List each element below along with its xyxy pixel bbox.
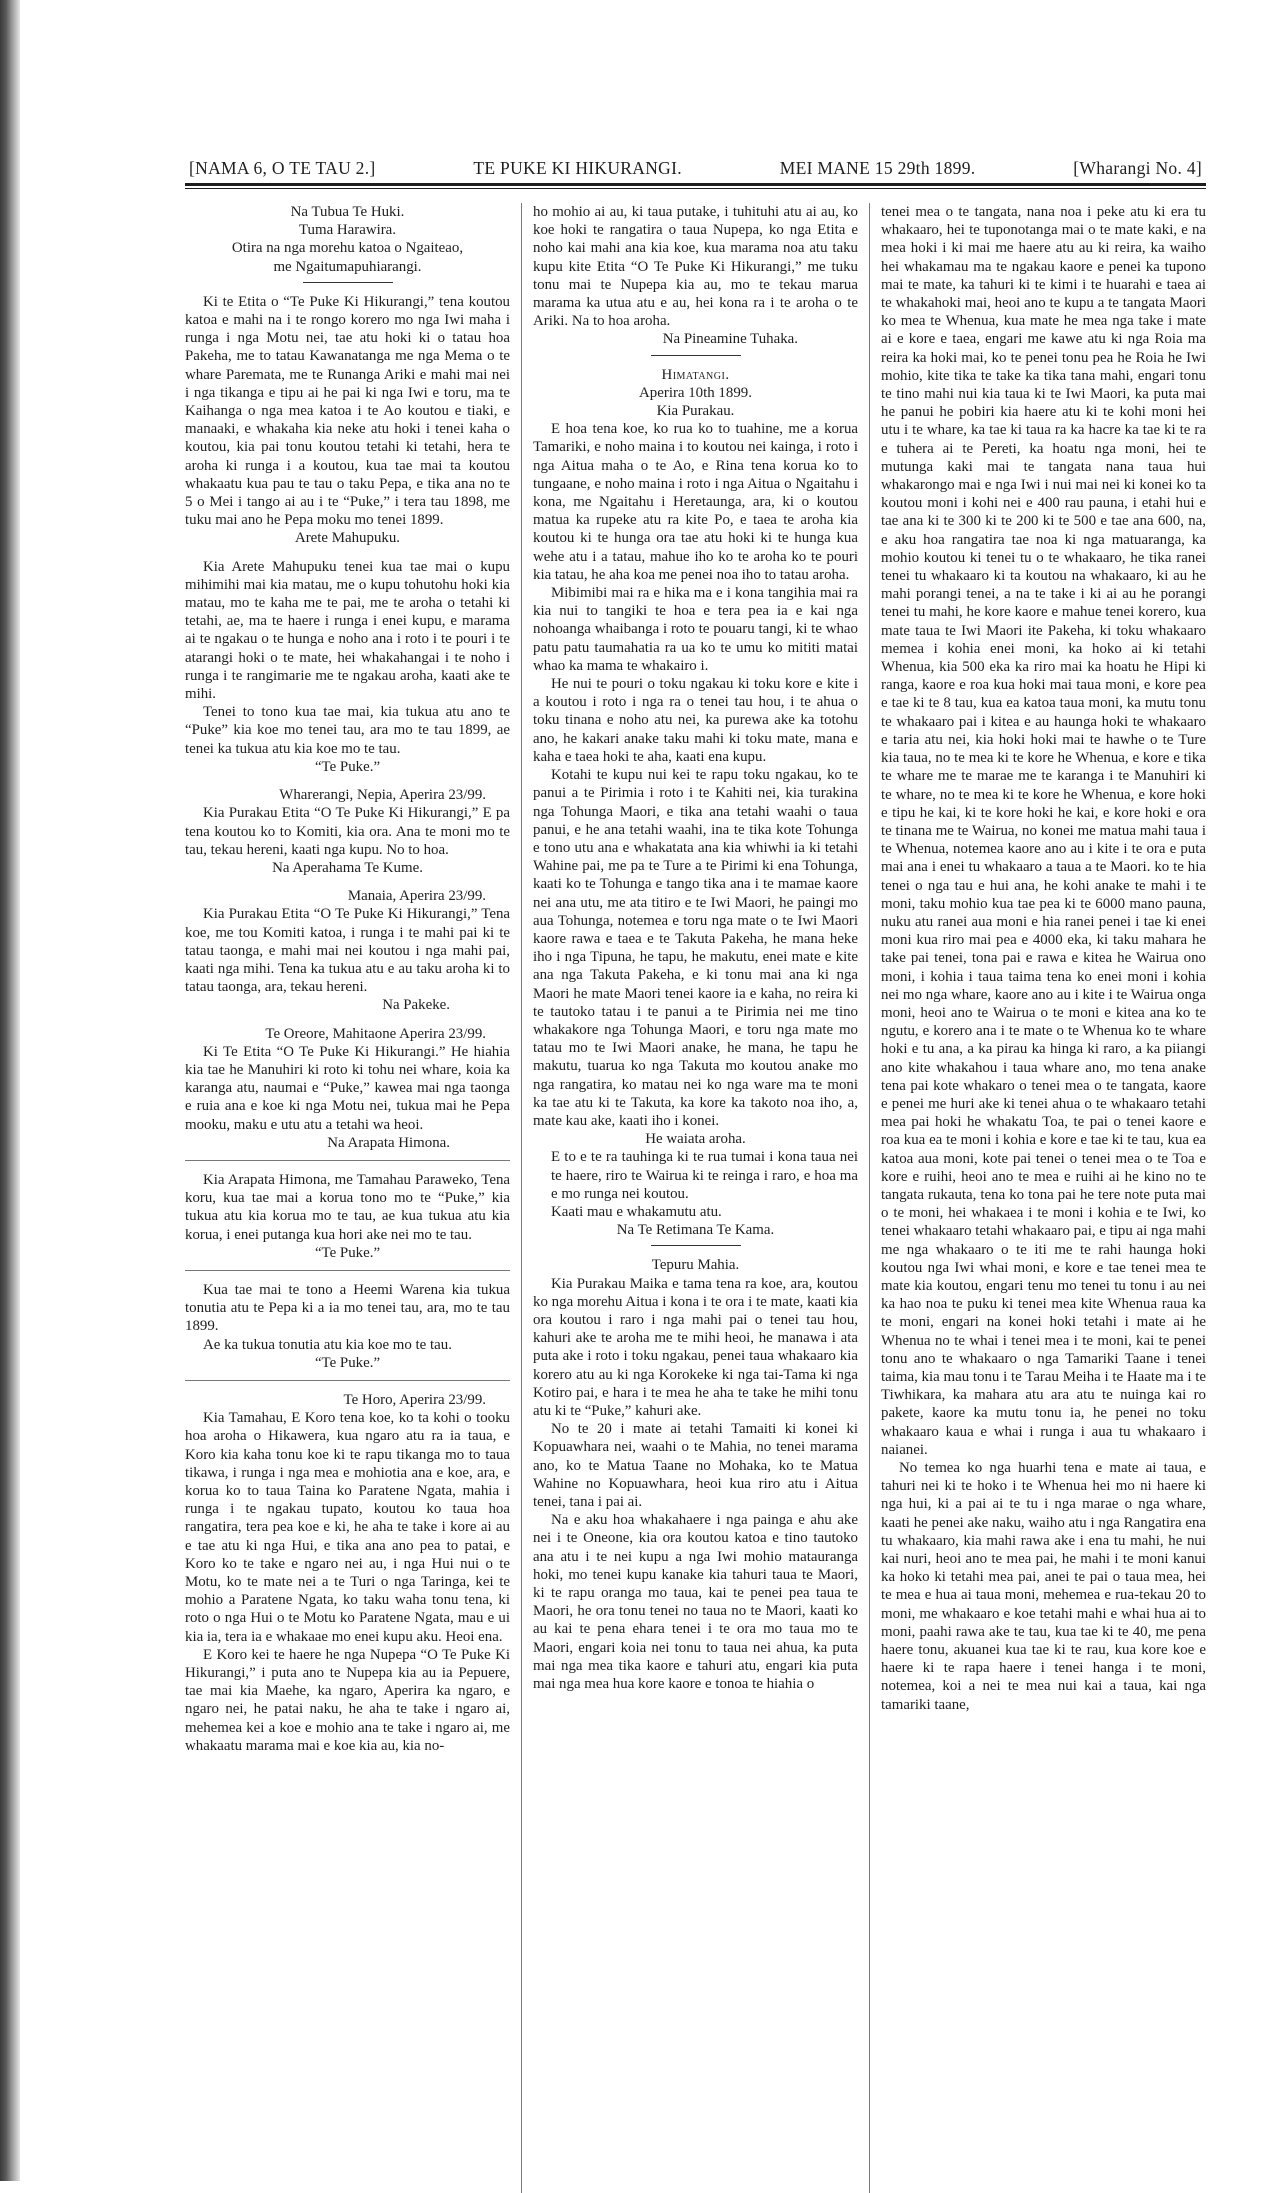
letter-signature: Arete Mahupuku.	[294, 530, 401, 547]
reply-body: Kia Arapata Himona, me Tamahau Paraweko, Tena koru, kua tae mai a korua tono mo te “Puke,” kia tukua atu kia korua mo te tau, ae kua tukua atu kia korua, i enei putanga kua hori ake nei mo te tau.	[185, 1171, 510, 1243]
column-rule	[510, 203, 533, 1755]
letter-signature: Na Pineamine Tuhaka.	[662, 331, 798, 348]
binding-edge	[0, 0, 20, 2181]
page-header	[185, 158, 1206, 181]
column-2	[533, 203, 858, 1755]
page-number: [Wharangi No. 4]	[1073, 158, 1202, 178]
reply-body: Kia Arete Mahupuku tenei kua tae mai o kupu mihimihi mai kia matau, me o kupu tohutohu hoki kia matau, mo te kaha me te pai, me te aroha o tetahi ki tetahi, ae, ma te haere i runga i enei kupu, e marama ai te ngakau o te hunga e noho ana i roto i te pouri i te atarangi hoki o te mate, hei whakahangai i te noho i runga i te rangimarie me te ngakau aroha, kaati ake te mihi.	[185, 558, 510, 703]
letter-signature: Na Pakeke.	[382, 997, 450, 1014]
separator	[651, 1245, 741, 1246]
separator	[185, 1270, 510, 1271]
letter-place: Wharerangi, Nepia, Aperira 23/99.	[279, 787, 486, 804]
column-rule	[858, 203, 881, 1755]
letter-body: Ki Te Etita “O Te Puke Ki Hikurangi.” He hiahia kia tae he Manuhiri ki roto ki tohu nei whare, koia ka karanga atu, naumai e “Puke,” kawea mai nga taonga e ruia ana e koe ki nga Motu nei, tukua mai he Pepa mooku, maku e utu atu a tetahi wa heoi.	[185, 1043, 510, 1133]
letter-body: Kia Purakau Etita “O Te Puke Ki Hikurangi,” Tena koe, me tou Komiti katoa, i runga i te mahi pai ki te tatau taonga, e mahi mai nei koutou i nga mahi pai, kaati nga mihi. Tena ka tukua atu e au taku aroha ki to tatau taonga, ara, tekau hereni.	[185, 906, 510, 996]
separator	[651, 355, 741, 356]
letter-signature: Na Te Retimana Te Kama.	[616, 1222, 775, 1239]
header-rule-thin	[185, 188, 1206, 189]
letter-place: Tepuru Mahia.	[651, 1257, 740, 1274]
letter-body: No te 20 i mate ai tetahi Tamaiti ki konei ki Kopuawhara nei, waahi o te Mahia, no tenei marama ano, ko te Matua Taane no Mohaka, ko te Matua Wahine no Kopuawhara, heoi kua riro atu i Aitua tenei, tana i pai ai.	[533, 1421, 858, 1511]
letter-body: He nui te pouri o toku ngakau ki toku kore e kite i a koutou i roto i nga ra o tenei tau hou, i te ahua o toku tinana e noho atu nei, ka purewa ake ka totohu ano, he kakari anake taku mahi ki toku mate, mana e kaha e taea hoki te aha, kaati ena kupu.	[533, 676, 858, 765]
reply-signature: “Te Puke.”	[314, 1244, 381, 1261]
letter-body: tenei mea o te tangata, nana noa i peke atu ki era tu whakaaro, hei te tuponotanga mai o te mate kaki, e na mea hoki i ki mai me haere atu au ki reira, ka waiho hei whakamau ma te ngakau kaore e penei ka tupono mai te mate, ka tahuri ki te kimi i te huarahi e taea ai te whakahoki mai, heoi ano te kupu a te tangata Maori ko mea te Whenua, kua mate he mea nga take i mate ai e kore e taea, engari me kawe atu ki nga Roia ma reira ka hoki mai, ko te penei tonu pea he Roia he Iwi mohio, kite tika te take ka tika tana mahi, engari tonu te tino mahi nui kia taua ki te Iwi Maori, ka puta mai he panui he pobiri kia haere atu ki te kohi moni hei utu i te whare, ka tae ki taua ra ka hacre ka tae ki te ra e tuhera ai te Pereti, ka hoatu nga moni, hei te mutunga kaki mai te tangata nana taua hui whakarongo mai e nga Iwi i nui mai nei ki konei ko ta koutou moni i kohi nei e 400 rau pauna, i etahi hui e tae ana ki te 300 ki te 200 ki te 500 e tae ana 600, na, e aku hoa rangatira tae noa ki nga matuaranga, ka mohio koutou ki tenei tu o te whakaaro, he tika ranei tenei tu whakaaro ki ta koutou na whakaaro, ki au he mahi porangi tenei, a na te take i ki ai au he porangi tenei tu mahi, he kore kaore e mahue tenei korero, kua mate taua te Iwi Maori ite Pakeha, ki toku whakaaro memea i kohia enei moni, ka hoko ai ki tetahi Whenua, kia 500 eka ka riro mai ka hoatu he Hipi ki ranga, kaore e roa kua hoki mai taua moni, e kore pea e tae ki te 8 tau, kua ea katoa taua moni, ka mutu tonu te whakaaro pai i kitea e au haunga hoki te whakaaro e taria atu nei, kia hoki hoki mai te hawhe o te Ture kia taua, no te mea ki te kore he Whenua, e kore e tika te whare me te marae me te karanga i te Manuhiri ki te whare, no te mea ki te kore he Whenua, e kore hoki e tipu he kai, ki te kore hoki he kai, e kore hoki e ora te tinana me te Wairua, no konei me matua mahi taua i te Whenua, notemea kaore ano au i kite i te ora e puta mai ana i enei tu whakaaro a taua a te Maori. ko te hia tenei o nga tau e hui ana, he kohi anake te mahi i te moni, taku mohio kua tae pea ki te 6000 mano pauna, nuku atu ranei aua moni e hia ranei penei i tae ki enei moni kua riro mai pea e 4000 eka, ki taku mahara he take pai tenei, tona pai e rawa e kitea he Wairua ono moni, i kohia i taua taima tena ko enei moni i kohia nei mo nga whare, kaore ano au i kite i te Wairua onga moni, heoi ano te Wairua o te moni e kitea ana ko te ngutu, e korero ana i te mate o te Whenua ko te whare hoki e tu ana, a ka pirau ka hinga ki raro, a ka piiangi ano kite whakahou i taua whare ano, mo tena anake tena pai kote whakaro o tenei mea o te tangata, kaore e penei me huri ake ki tenei ahua o te whakaaro tetahi mea pai hoki he whakatu Toa, te pai o tenei kaore e roa kua ea te moni i kohia e kore e tae ki te tau, kua ea katoa aua moni, kote pai tenei o tenei mea o te Toa e kore e ruihi, heoi ano te mea e ruihi ai he kino no te tangata rukauta, tena ko tona pai he tere note puta mai o te moni, hei whakaea i te moni i kohia e te Iwi, ko tenei whakaaro tetahi whakaaro pai, e tipu ai nga mahi me nga whakaaro o te iti me te rahi haunga hoki koutou nga Iwi whai moni, e kore e tae tenei mea te mate kia koutou, engari tenu mo tenei tu tonu i au nei ka hao noa te puku ki tenei mea kite Whenua raua ka te moni, engari na konei hoki tetahi i mate ai he Whenua no te whai i tenei mea i te moni, kai te penei tonu ano te whakaaro o nga Tamariki Taane i tenei taima, kia mau tonu i te Tarau Meiha i te Haate ma i te Tiwhikara, ka mahara atu ara atu te nuinga kai ro pakete, kaore ka mutu tonu ia, he penei no toku whakaaro kaua e whai i runga i aua tu whakaaro i naianei.	[881, 204, 1206, 1458]
letter-body: Na e aku hoa whakahaere i nga painga e ahu ake nei i te Oneone, kia ora koutou katoa e tino tautoko ana atu i te nei kupu a nga Iwi mohio matauranga hoki, mo tenei kupu kanake kia tahuri taua te Maori, ki te rapu oranga mo taua, kai te penei pea taua te Maori, he ora tonu tenei no taua no te Maori, kaati ko au kai te pena ehara tenei i te ora mo taua mo te Maori, engari koia nei tonu to taua nei ahua, ka puta mai nga mea tika kaore e tahuri atu, engari kia puta mai nga mea hua kore kaore e tonoa te hiahia o	[533, 1512, 858, 1693]
poem-title: He waiata aroha.	[645, 1131, 746, 1148]
letter-body: No temea ko nga huarhi tena e mate ai taua, e tahuri nei ki te hoko i te Whenua hei mo ni haere ki nga hui, ki a pai ai te tu i nga marae o nga whare, kaati he penei ake naku, waiho atu i nga Rangatira ena tu whakaaro, kia mahi rawa ake i ena tu mahi, he nui kai nuri, heoi ano te mea pai, he mahi i te moni kanui ka hoko ki tetahi mea pai, anei te pai o taua mea, hei te mea e hua ai taua moni, mehemea e rua-tekau 20 to moni, me whakaaro e koe tetahi mahi e whai hua ai to moni, paahi rawa ake te tau, kua tae ki te 40, me pena haere tonu, akuanei kua tae ki te rau, kua kore koe e haere ki te rapa haere i tenei hanga i te moni, notemea, koi a nei te mea nui kai a taua, kai nga tamariki taane,	[881, 1460, 1206, 1713]
reply-signature: “Te Puke.”	[314, 758, 381, 775]
separator	[303, 282, 393, 283]
reply-body: Kua tae mai te tono a Heemi Warena kia tukua tonutia atu te Pepa ki a ia mo tenei tau, ara, mo te tau 1899.	[185, 1281, 510, 1335]
column-1	[185, 203, 510, 1755]
columns	[185, 203, 1206, 1755]
poem-text: E to e te ra tauhinga ki te rua tumai i kona taua nei te haere, riro te Wairua ki te reinga i raro, e hoa ma e mo runga nei koutou.	[551, 1149, 858, 1202]
reply-signature: “Te Puke.”	[314, 1354, 381, 1371]
reply-body: Ae ka tukua tonutia atu kia koe mo te tau.	[203, 1336, 452, 1353]
reply-body: Tenei to tono kua tae mai, kia tukua atu ano te “Puke” kia koe mo tenei tau, ara mo te tau 1899, ae tenei ka tukua atu kia koe mo te tau.	[185, 704, 510, 757]
letter-body: ho mohio ai au, ki taua putake, i tuhituhi atu ai au, ko koe hoki te rangatira o taua Nupepa, ko nga Etita e noho kai mahi ana kia koe, kua marama noa atu taku kupu kite Etita “O Te Puke Ki Hikurangi,” me tuku tonu mai te Nupepa kia au, mo te tekau marua marama ka utua atu e au, hei kona ra i te aroha o te Ariki. Na to hoa aroha.	[533, 204, 858, 330]
masthead-title: TE PUKE KI HIKURANGI.	[473, 158, 682, 178]
letter-heading: Na Tubua Te Huki.	[290, 204, 405, 220]
letter-salutation: Kia Purakau.	[656, 403, 735, 420]
issue-number: [NAMA 6, O TE TAU 2.]	[189, 158, 376, 178]
letter-date: Aperira 10th 1899.	[639, 384, 752, 401]
newspaper-page	[185, 158, 1206, 1755]
letter-body: Kotahi te kupu nui kei te rapu toku ngakau, ko te panui a te Pirimia i roto i te Kahiti nei, kia turakina nga Tohunga Maori, e tika ana tetahi waahi o taua panui, e he ana tetahi waahi, ina te tika kote Tohunga e tono utu ana e whakatata ana kia whiwhi ia ki tetahi Wahine pai, me pa te Ture a te Pirimi ki ena Tohunga, kaati ko te Tohunga e tango tika ana i te mamae kaore nei ana utu, me ata titiro e te Iwi Maori, he paingi mo aua Tohunga, notemea e toru nga mate o te Iwi Maori kaore rawa e taea e te Takuta Pakeha, he mana heke iho i nga Tipuna, he tapu, he makutu, enei mate e kite ana nga Takuta Pakeha, e ki tonu mai ana ki nga Maori he mate Maori tenei kaore ia e kaha, no reira ki te tautoko tatau i te panui a te Pirimia nei me tino whakakore nga Tohunga Maori, e toru nga mate mo tatau mo te Iwi Maori anake, he mana, he tapu he makutu, tuarua ko nga Takuta mo koutou anake mo nga rangatira, ko matau nei ko nga ware ma te moni ka tae atu ki te Takuta, ka kore ka takoto noa iho, a, mate kau ake, kaati iho i konei.	[533, 767, 858, 1129]
letter-body: E hoa tena koe, ko rua ko to tuahine, me a korua Tamariki, e noho maina i to koutou nei kainga, i roto i nga Aitua maha o te Ao, e Rina tena korua ko to tungaane, e noho maina i roto i nga Aitua o Ngaitahu i kona, me Ngaitahu i Heretaunga, ara, ki o koutou matua ka rupeke atu ra kite Po, e taea te aroha kia koutou ki te hunga ora tae atu hoki ki te hunga kua wehe atu i a tatau, mahue iho ko te aroha ko te pouri kia tatau, he aha koa me penei noa iho to tatau aroha.	[533, 421, 858, 583]
separator	[185, 1160, 510, 1161]
column-3	[881, 203, 1206, 1755]
letter-body: Kaati mau e whakamutu atu.	[551, 1203, 722, 1220]
letter-place: Te Horo, Aperira 23/99.	[343, 1391, 486, 1408]
letter-body: Ki te Etita o “Te Puke Ki Hikurangi,” tena koutou katoa e mahi na i te rongo korero mo nga Iwi maha i runga i nga Motu nei, tae atu hoki ki o tatau hoa Pakeha, me to tatau Kawanatanga me nga Mema o te whare Paremata, me te Runanga Ariki e mahi mai nei i nga tikanga e tipu ai he pai ki nga Iwi e toru, ma te Kaihanga o nga mea katoa i te Ao koutou e tiaki, e manaaki, e whakaha kia neke atu hoki i tenei kaha o koutou, kia pai tonu koutou tetahi ki tetahi, hera te aroha ki runga i a koutou, kua tae mai ta koutou whakaatu kua pau te tau o taku Pepa, e tika ana no te 5 o Mei i tango ai au i te “Puke,” i tera tau 1898, me tuku mai ano he Pepa moku mo tenei 1899.	[185, 293, 510, 529]
letter-quote: Mibimibi mai ra e hika ma e i kona tangihia mai ra kia nui to tangiki te hoa e tera pea ia e kai nga nohoanga whaibanga i roto te pouaru tangi, ki te whao patu patu taumahatia ra ua ko te umu ko mititi matai whao ka mama te whakairo i.	[533, 585, 858, 674]
letter-place: Himatangi.	[661, 366, 730, 383]
letter-heading: Tuma Harawira.	[298, 222, 397, 239]
letter-place: Manaia, Aperira 23/99.	[347, 888, 486, 905]
letter-heading: Otira na nga morehu katoa o Ngaiteao,	[231, 240, 464, 257]
letter-signature: Na Aperahama Te Kume.	[272, 859, 423, 876]
letter-body: Kia Purakau Etita “O Te Puke Ki Hikurangi,” E pa tena koutou ko to Komiti, kia ora. Ana te moni mo te tau, tekau hereni, kaati nga kupu. No to hoa.	[185, 805, 510, 858]
issue-date: MEI MANE 15 29th 1899.	[779, 158, 976, 178]
letter-heading: me Ngaitumapuhiarangi.	[273, 258, 422, 275]
letter-body: E Koro kei te haere he nga Nupepa “O Te Puke Ki Hikurangi,” i puta ano te Nupepa kia au ia Pepuere, tae mai kia Maehe, ka ngaro, Aperira ka ngaro, e ngaro nei, he patai naku, he aha te take i ngaro ai, mehemea kei a koe e mohio ana te take i ngaro ai, me whakaatu marama mai e koe kia au, kia no-	[185, 1646, 510, 1754]
letter-body: Kia Tamahau, E Koro tena koe, ko ta kohi o tooku hoa aroha o Hikawera, kua ngaro atu ra ia taua, e Koro kia kaha tonu koe ki te rapu tikanga mo to taua tikawa, i runga i nga mea e mohiotia ana e koe, ara, e korua ko to taua Taina ko Paratene Ngata, mahia i runga i te ngakau tupato, koutou ko taua hoa rangatira, tera pea koe e ki, he aha te take i kore ai au e tae atu ki nga Hui, e tika ana ano pea to patai, e Koro ko te take e ngaro nei au, i nga Hui nui o te Motu, ko te mate nei a te Turi o nga Taringa, kei te mohio a Paratene Ngata, ko taku waha tonu tena, ki roto o nga Hui o te Motu ko Paratene Ngata, mau e ui kia ia, tera ia e whakaae mo enei kupu aku. Heoi ena.	[185, 1410, 510, 1645]
letter-place: Te Oreore, Mahitaone Aperira 23/99.	[265, 1025, 486, 1042]
header-rule	[185, 183, 1206, 186]
letter-body: Kia Purakau Maika e tama tena ra koe, ara, koutou ko nga morehu Aitua i kona i te ora i te mate, kaati kia ora koutou i raro i nga mahi pai o tenei tau hou, kahuri ake te aroha me te mihi heoi, he manawa i ata puta ake i roto i toku ngakau, penei taua whakaaro kia korero atu au ki nga Korokeke ki nga tai-Tama ki nga Kotiro pai, e hara i te mea he aha te take he mihi tonu atu ki te “Puke,” kahuri ake.	[533, 1275, 858, 1419]
letter-signature: Na Arapata Himona.	[327, 1134, 450, 1151]
separator	[185, 1380, 510, 1381]
